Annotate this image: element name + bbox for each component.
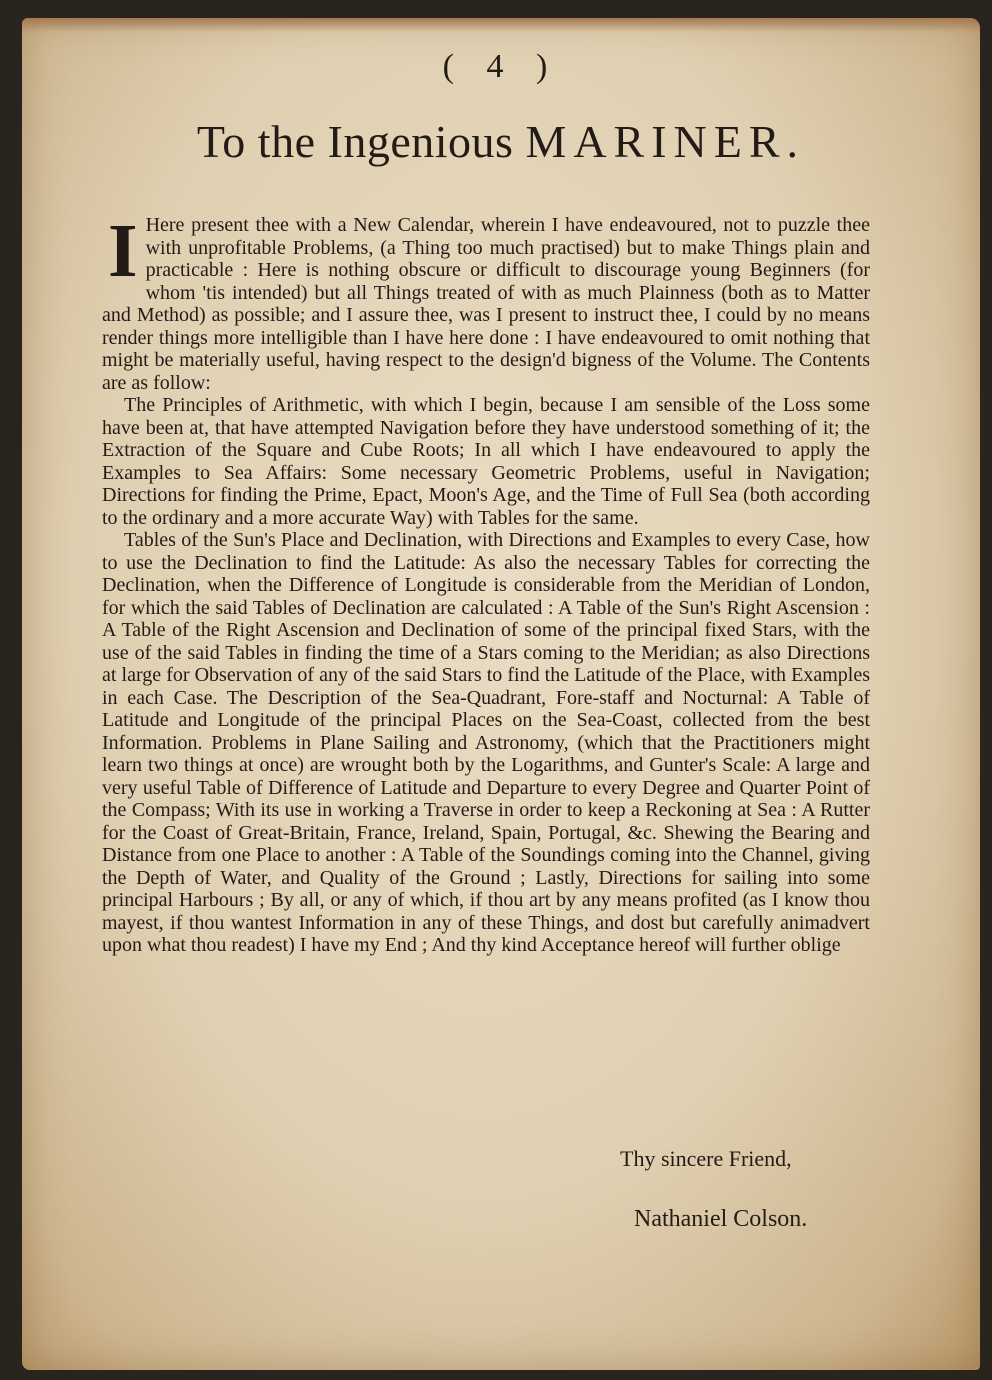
book-page: [22, 18, 980, 1370]
page-top-edge: [22, 18, 980, 32]
signoff: Thy sincere Friend,: [620, 1146, 792, 1171]
signature: Nathaniel Colson.: [634, 1206, 808, 1232]
title-caps: MARINER.: [525, 116, 806, 167]
paragraph-1-text: Here present thee with a New Calendar, wherein I have endeavoured, not to puzzle thee with unprofitable Problems, (a Thing too much practised) but to make Things plain and practicable : Here is nothing obscure or difficult to discourage young Beginners (for whom 'tis intended) but all Things treated of with as much Plainness (both as to Matter and Method) as possible; and I assure thee, was I present to instruct thee, I could by no means render things more intelligible than I have here done : I have endeavoured to omit nothing that might be materially useful, having respect to the design'd bigness of the Volume. The Contents are as follow:: [102, 214, 870, 394]
page-title: [22, 114, 980, 170]
drop-cap: I: [108, 209, 138, 293]
paragraph-3: Tables of the Sun's Place and Declination, with Directions and Examples to every Case, how to use the Declination to find the Latitude: As also the necessary Tables for correcting the Declination, when the Difference of Longitude is considerable from the Meridian of London, for which the said Tables of Declination are calculated : A Table of the Sun's Right Ascension : A Table of the Right Ascension and Declination of some of the principal fixed Stars, with the use of the said Tables in finding the time of a Stars coming to the Meridian; as also Directions at large for Observation of any of the said Stars to find the Latitude of the Place, with Examples in each Case. The Description of the Sea-Quadrant, Fore-staff and Nocturnal: A Table of Latitude and Longitude of the principal Places on the Sea-Coast, collected from the best Information. Problems in Plane Sailing and Astronomy, (which that the Practitioners might learn two things at once) are wrought both by the Logarithms, and Gunter's Scale: A large and very useful Table of Difference of Latitude and Departure to every Degree and Quarter Point of the Compass; With its use in working a Traverse in order to keep a Reckoning at Sea : A Rutter for the Coast of Great-Britain, France, Ireland, Spain, Portugal, &c. Shewing the Bearing and Distance from one Place to another : A Table of the Soundings coming into the Channel, giving the Depth of Water, and Quality of the Ground ; Lastly, Directions for sailing into some principal Harbours ; By all, or any of which, if thou art by any means profited (as I know thou mayest, if thou wantest Information in any of these Things, and dost but carefully animadvert upon what thou readest) I have my End ; And thy kind Acceptance hereof will further oblige: [102, 529, 870, 956]
paragraph-2: The Principles of Arithmetic, with which I begin, because I am sensible of the Loss some have been at, that have attempted Navigation before they have understood something of it; the Extraction of the Square and Cube Roots; In all which I have endeavoured to apply the Examples to Sea Affairs: Some necessary Geometric Problems, useful in Navigation; Directions for finding the Prime, Epact, Moon's Age, and the Time of Full Sea (both according to the ordinary and a more accurate Way) with Tables for the same.: [102, 394, 870, 529]
paragraph-1: [102, 209, 870, 394]
preface-body: [102, 209, 870, 957]
title-lead: To the Ingenious: [196, 116, 526, 167]
page-number: ( 4 ): [442, 48, 560, 85]
